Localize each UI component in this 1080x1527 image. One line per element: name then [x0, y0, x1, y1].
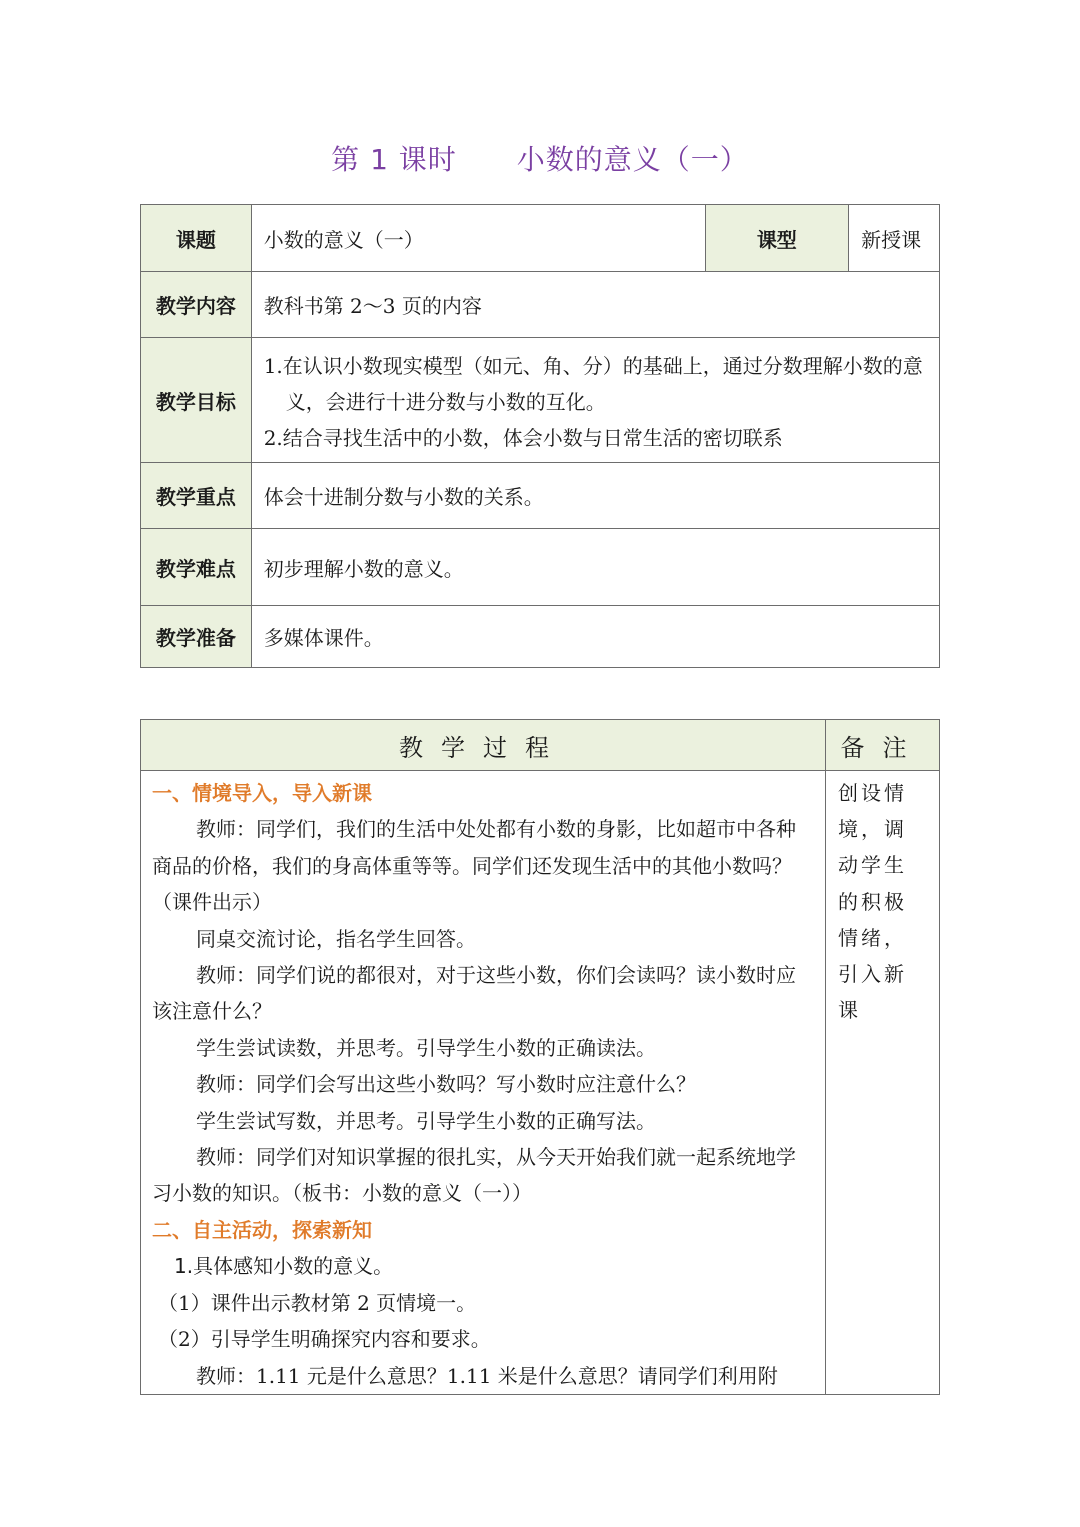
type-label: 课型: [705, 205, 849, 272]
paragraph: 教师：1.11 元是什么意思？1.11 米是什么意思？请同学们利用附: [196, 1363, 778, 1388]
topic-row: [141, 205, 940, 272]
process-header: 教学过程: [141, 720, 826, 771]
topic-value: 小数的意义（一）: [251, 205, 705, 272]
prep-label: 教学准备: [141, 606, 252, 668]
page-title: [0, 138, 1080, 178]
lesson-info-table: [140, 204, 940, 668]
paragraph: 学生尝试写数，并思考。引导学生小数的正确写法。: [196, 1108, 656, 1133]
goal-item-2: 2.结合寻找生活中的小数，体会小数与日常生活的密切联系: [263, 426, 783, 450]
goal-item-1: 1.在认识小数现实模型（如元、角、分）的基础上，通过分数理解小数的意义，会进行十进分数与小数的互化。: [263, 354, 923, 414]
type-value: 新授课: [849, 205, 940, 272]
process-content-row: [141, 771, 940, 1395]
goals-value: [251, 338, 939, 463]
lesson-number: 第 1 课时: [331, 143, 457, 176]
key-point-value: 体会十进制分数与小数的关系。: [251, 463, 939, 529]
key-point-label: 教学重点: [141, 463, 252, 529]
paragraph: 学生尝试读数，并思考。引导学生小数的正确读法。: [196, 1035, 656, 1060]
notes-content: 创设情境，调动学生的积极情绪，引入新课: [826, 771, 940, 1395]
topic-label: 课题: [141, 205, 252, 272]
lesson-title: 小数的意义（一）: [516, 143, 749, 176]
content-label: 教学内容: [141, 272, 252, 338]
prep-value: 多媒体课件。: [251, 606, 939, 668]
paragraph: 教师：同学们会写出这些小数吗？写小数时应注意什么？: [196, 1072, 696, 1097]
paragraph: 教师：同学们说的都很对，对于这些小数，你们会读吗？读小数时应该注意什么？: [152, 963, 796, 1024]
section-1-title: 一、情境导入，导入新课: [152, 781, 372, 805]
content-value: 教科书第 2～3 页的内容: [251, 272, 939, 338]
process-header-row: [141, 720, 940, 771]
step-item: （2）引导学生明确探究内容和要求。: [158, 1327, 491, 1352]
subsection-title: 1.具体感知小数的意义。: [174, 1254, 394, 1279]
step-item: （1）课件出示教材第 2 页情境一。: [158, 1290, 477, 1315]
section-2-title: 二、自主活动，探索新知: [152, 1217, 372, 1242]
paragraph: 教师：同学们对知识掌握的很扎实，从今天开始我们就一起系统地学习小数的知识。（板书：小数的意义（一））: [152, 1145, 796, 1206]
difficulty-value: 初步理解小数的意义。: [251, 529, 939, 606]
notes-header: 备注: [826, 720, 940, 771]
goals-label: 教学目标: [141, 338, 252, 463]
paragraph: 教师：同学们，我们的生活中处处都有小数的身影，比如超市中各种商品的价格，我们的身高体重等等。同学们还发现生活中的其他小数吗？（课件出示）: [152, 817, 796, 915]
goals-row: [141, 338, 940, 463]
difficulty-label: 教学难点: [141, 529, 252, 606]
prep-row: [141, 606, 940, 668]
teaching-process-table: [140, 719, 940, 1395]
process-content: [141, 771, 826, 1395]
paragraph: 同桌交流讨论，指名学生回答。: [196, 926, 476, 951]
content-row: [141, 272, 940, 338]
key-point-row: [141, 463, 940, 529]
difficulty-row: [141, 529, 940, 606]
